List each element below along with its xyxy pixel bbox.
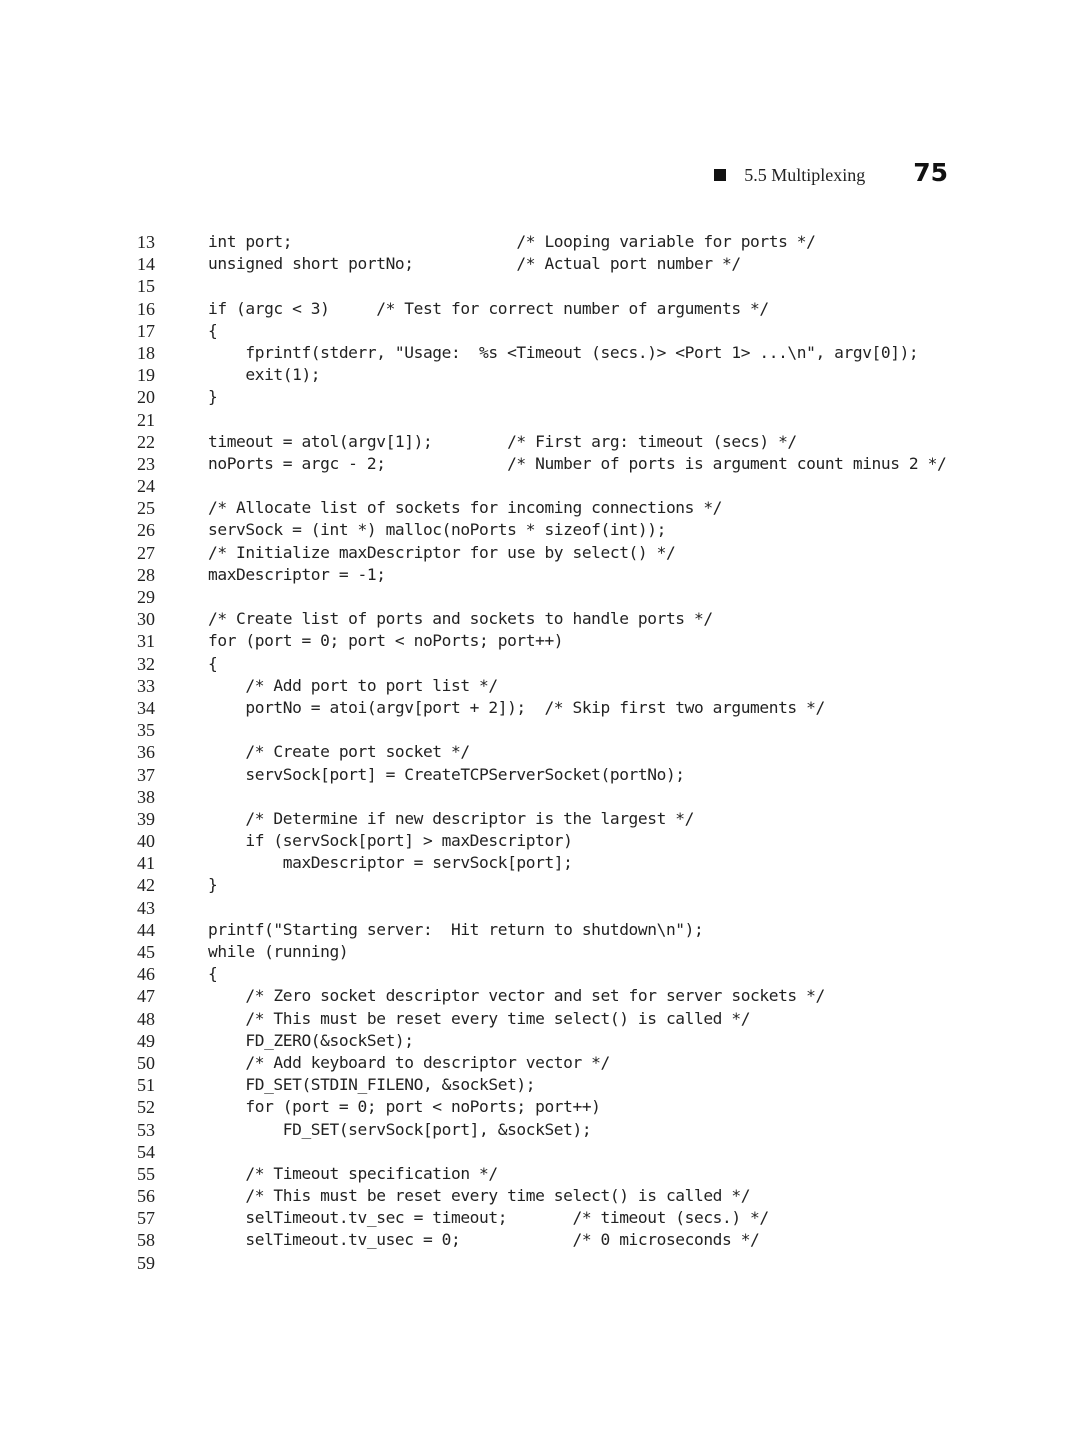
line-number: 48 — [137, 1008, 155, 1029]
line-number: 50 — [137, 1052, 155, 1073]
code-text: printf("Starting server: Hit return to shutdown\n"); — [208, 919, 704, 939]
code-line — [0, 1252, 1080, 1274]
line-number: 17 — [137, 320, 155, 341]
line-number: 41 — [137, 853, 155, 874]
code-text: FD_SET(servSock[port], &sockSet); — [208, 1119, 592, 1139]
line-number: 13 — [137, 232, 155, 252]
code-line — [0, 475, 1080, 497]
line-number: 23 — [137, 453, 155, 474]
line-number: 56 — [137, 1186, 155, 1207]
code-listing — [0, 231, 1080, 1274]
code-line — [0, 897, 1080, 919]
line-number: 39 — [137, 808, 155, 829]
code-line — [0, 608, 1080, 630]
line-number: 30 — [137, 609, 155, 630]
line-number: 18 — [137, 342, 155, 363]
line-number: 40 — [137, 831, 155, 852]
line-number: 42 — [137, 875, 155, 896]
code-text: maxDescriptor = servSock[port]; — [208, 853, 573, 873]
code-text: /* Add keyboard to descriptor vector */ — [208, 1052, 610, 1072]
code-line — [0, 675, 1080, 697]
line-number: 34 — [137, 697, 155, 718]
code-line — [0, 985, 1080, 1007]
line-number: 20 — [137, 387, 155, 408]
code-line — [0, 275, 1080, 297]
code-text: { — [208, 653, 218, 673]
code-line — [0, 231, 1080, 253]
code-text: if (argc < 3) /* Test for correct number of arguments */ — [208, 298, 769, 318]
code-line — [0, 830, 1080, 852]
code-line — [0, 342, 1080, 364]
line-number: 32 — [137, 653, 155, 674]
code-line — [0, 919, 1080, 941]
page-number: 75 — [913, 158, 948, 187]
code-line — [0, 1185, 1080, 1207]
code-text: exit(1); — [208, 365, 321, 385]
code-line — [0, 1096, 1080, 1118]
line-number: 22 — [137, 431, 155, 452]
code-line — [0, 697, 1080, 719]
line-number: 24 — [137, 476, 155, 497]
code-line — [0, 630, 1080, 652]
code-line — [0, 1074, 1080, 1096]
code-line — [0, 453, 1080, 475]
code-line — [0, 808, 1080, 830]
section-title: 5.5 Multiplexing — [744, 165, 866, 185]
code-text: { — [208, 320, 218, 340]
code-text: while (running) — [208, 942, 349, 961]
code-line — [0, 1207, 1080, 1229]
line-number: 27 — [137, 542, 155, 563]
line-number: 58 — [137, 1230, 155, 1251]
line-number: 45 — [137, 942, 155, 962]
line-number: 36 — [137, 742, 155, 763]
line-number: 49 — [137, 1030, 155, 1051]
line-number: 26 — [137, 520, 155, 541]
running-header — [714, 158, 948, 187]
code-line — [0, 431, 1080, 453]
code-line — [0, 874, 1080, 896]
code-text: int port; /* Looping variable for ports */ — [208, 232, 816, 251]
code-text: unsigned short portNo; /* Actual port number */ — [208, 254, 741, 274]
code-line — [0, 963, 1080, 985]
code-line — [0, 364, 1080, 386]
code-text: FD_ZERO(&sockSet); — [208, 1030, 414, 1050]
line-number: 44 — [137, 919, 155, 940]
code-text: /* Timeout specification */ — [208, 1163, 498, 1183]
line-number: 33 — [137, 675, 155, 696]
code-text: /* Zero socket descriptor vector and set for server sockets */ — [208, 986, 825, 1006]
line-number: 54 — [137, 1141, 155, 1162]
code-line — [0, 409, 1080, 431]
line-number: 43 — [137, 897, 155, 918]
code-line — [0, 1008, 1080, 1030]
line-number: 59 — [137, 1252, 155, 1273]
code-line — [0, 320, 1080, 342]
line-number: 51 — [137, 1075, 155, 1096]
line-number: 53 — [137, 1119, 155, 1140]
code-line — [0, 786, 1080, 808]
code-text: noPorts = argc - 2; /* Number of ports is argument count minus 2 */ — [208, 453, 947, 473]
code-text: /* Add port to port list */ — [208, 675, 498, 695]
code-line — [0, 653, 1080, 675]
code-text: selTimeout.tv_sec = timeout; /* timeout (secs.) */ — [208, 1208, 769, 1228]
code-line — [0, 741, 1080, 763]
code-text: if (servSock[port] > maxDescriptor) — [208, 831, 573, 851]
line-number: 29 — [137, 587, 155, 607]
code-line — [0, 542, 1080, 564]
line-number: 19 — [137, 365, 155, 386]
code-text: /* This must be reset every time select() is called */ — [208, 1186, 751, 1206]
code-text: /* Initialize maxDescriptor for use by select() */ — [208, 542, 676, 562]
code-line — [0, 941, 1080, 963]
line-number: 57 — [137, 1208, 155, 1229]
line-number: 37 — [137, 764, 155, 785]
line-number: 21 — [137, 409, 155, 430]
line-number: 35 — [137, 720, 155, 741]
code-line — [0, 764, 1080, 786]
code-line — [0, 253, 1080, 275]
code-text: fprintf(stderr, "Usage: %s <Timeout (secs.)> <Port 1> ...\n", argv[0]); — [208, 342, 919, 362]
code-line — [0, 586, 1080, 608]
code-text: /* Allocate list of sockets for incoming connections */ — [208, 498, 723, 518]
code-line — [0, 1030, 1080, 1052]
line-number: 52 — [137, 1097, 155, 1118]
code-text: portNo = atoi(argv[port + 2]); /* Skip first two arguments */ — [208, 697, 825, 717]
code-line — [0, 298, 1080, 320]
code-text: maxDescriptor = -1; — [208, 564, 386, 584]
code-text: /* This must be reset every time select() is called */ — [208, 1008, 751, 1028]
line-number: 31 — [137, 631, 155, 652]
code-text: } — [208, 387, 218, 407]
line-number: 28 — [137, 564, 155, 585]
line-number: 16 — [137, 298, 155, 319]
code-line — [0, 719, 1080, 741]
code-line — [0, 1229, 1080, 1251]
code-line — [0, 519, 1080, 541]
code-text: for (port = 0; port < noPorts; port++) — [208, 631, 564, 651]
code-line — [0, 1163, 1080, 1185]
line-number: 47 — [137, 986, 155, 1007]
line-number: 25 — [137, 498, 155, 519]
code-text: /* Create port socket */ — [208, 742, 470, 762]
line-number: 46 — [137, 964, 155, 985]
code-text: } — [208, 875, 218, 895]
line-number: 38 — [137, 786, 155, 807]
code-line — [0, 1141, 1080, 1163]
code-line — [0, 1119, 1080, 1141]
code-text: timeout = atol(argv[1]); /* First arg: timeout (secs) */ — [208, 431, 797, 451]
code-text: { — [208, 964, 218, 984]
code-text: FD_SET(STDIN_FILENO, &sockSet); — [208, 1075, 536, 1095]
code-text: /* Determine if new descriptor is the largest */ — [208, 808, 694, 828]
code-text: servSock = (int *) malloc(noPorts * sizeof(int)); — [208, 520, 666, 540]
code-line — [0, 497, 1080, 519]
section-marker-square-icon — [714, 169, 726, 181]
code-line — [0, 564, 1080, 586]
line-number: 14 — [137, 254, 155, 275]
code-text: /* Create list of ports and sockets to handle ports */ — [208, 609, 713, 629]
code-text: servSock[port] = CreateTCPServerSocket(portNo); — [208, 764, 685, 784]
code-text: for (port = 0; port < noPorts; port++) — [208, 1097, 601, 1117]
line-number: 55 — [137, 1163, 155, 1184]
code-line — [0, 1052, 1080, 1074]
line-number: 15 — [137, 276, 155, 297]
code-text: selTimeout.tv_usec = 0; /* 0 microseconds */ — [208, 1230, 760, 1250]
code-line — [0, 386, 1080, 408]
code-line — [0, 852, 1080, 874]
